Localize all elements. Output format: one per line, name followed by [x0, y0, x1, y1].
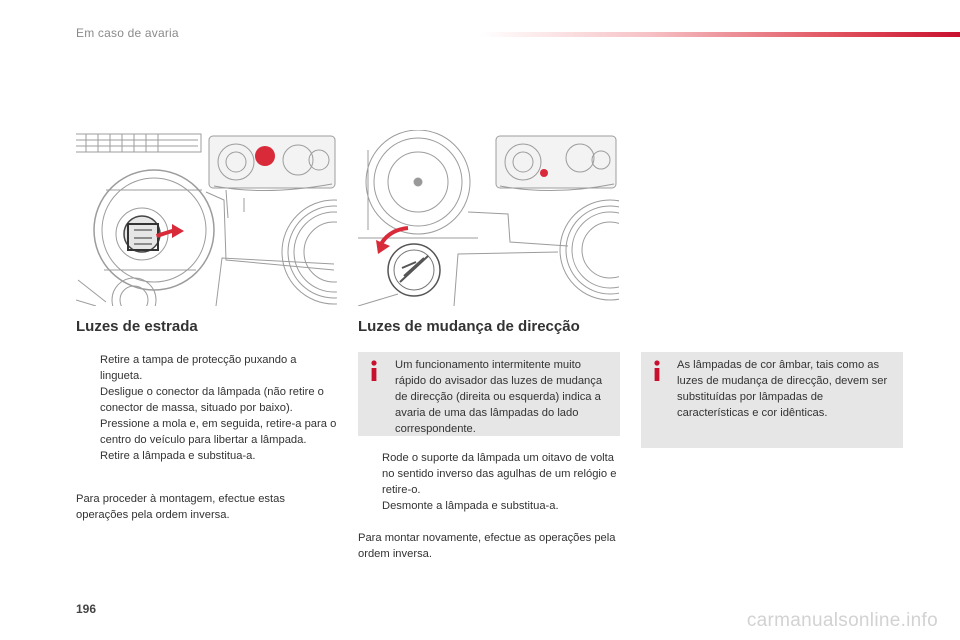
list-item: Retire a lâmpada e substitua-a.: [100, 450, 256, 462]
header-accent-bar: [480, 32, 960, 37]
info-text: Um funcionamento intermitente muito rápido do avisador das luzes de mudança de direcção (direita ou esquerda) indica a avaria de uma das lâmpadas do lado correspondente.: [395, 359, 603, 435]
list-item: Rode o suporte da lâmpada um oitavo de volta no sentido inverso das agulhas de um relógio e retire-o.: [382, 452, 617, 496]
info-box-amber-bulbs: [641, 352, 903, 448]
watermark: carmanualsonline.info: [746, 610, 938, 631]
main-beam-steps: [76, 352, 338, 464]
info-icon: [651, 360, 663, 382]
section-title-turn-signal: Luzes de mudança de direcção: [358, 318, 580, 335]
chapter-title: Em caso de avaria: [76, 26, 179, 40]
main-beam-note: Para proceder à montagem, efectue estas operações pela ordem inversa.: [76, 493, 285, 521]
illustration-turn-signal: [358, 130, 619, 306]
turn-signal-note: Para montar novamente, efectue as operações pela ordem inversa.: [358, 532, 616, 560]
info-box-turn-signal: [358, 352, 620, 436]
info-text: As lâmpadas de cor âmbar, tais como as luzes de mudança de direcção, devem ser substituídas por lâmpadas de características e cor idênticas.: [677, 359, 888, 419]
list-item: Desligue o conector da lâmpada (não retire o conector de massa, situado por baixo).: [100, 386, 324, 414]
info-icon: [368, 360, 380, 382]
page-number: 196: [76, 602, 97, 616]
list-item: Desmonte a lâmpada e substitua-a.: [382, 500, 559, 512]
list-item: Pressione a mola e, em seguida, retire-a para o centro do veículo para libertar a lâmpada.: [100, 418, 337, 446]
list-item: Retire a tampa de protecção puxando a lingueta.: [100, 354, 297, 382]
turn-signal-steps: [358, 450, 622, 514]
illustration-main-beam: [76, 130, 337, 306]
section-title-main-beam: Luzes de estrada: [76, 318, 198, 335]
